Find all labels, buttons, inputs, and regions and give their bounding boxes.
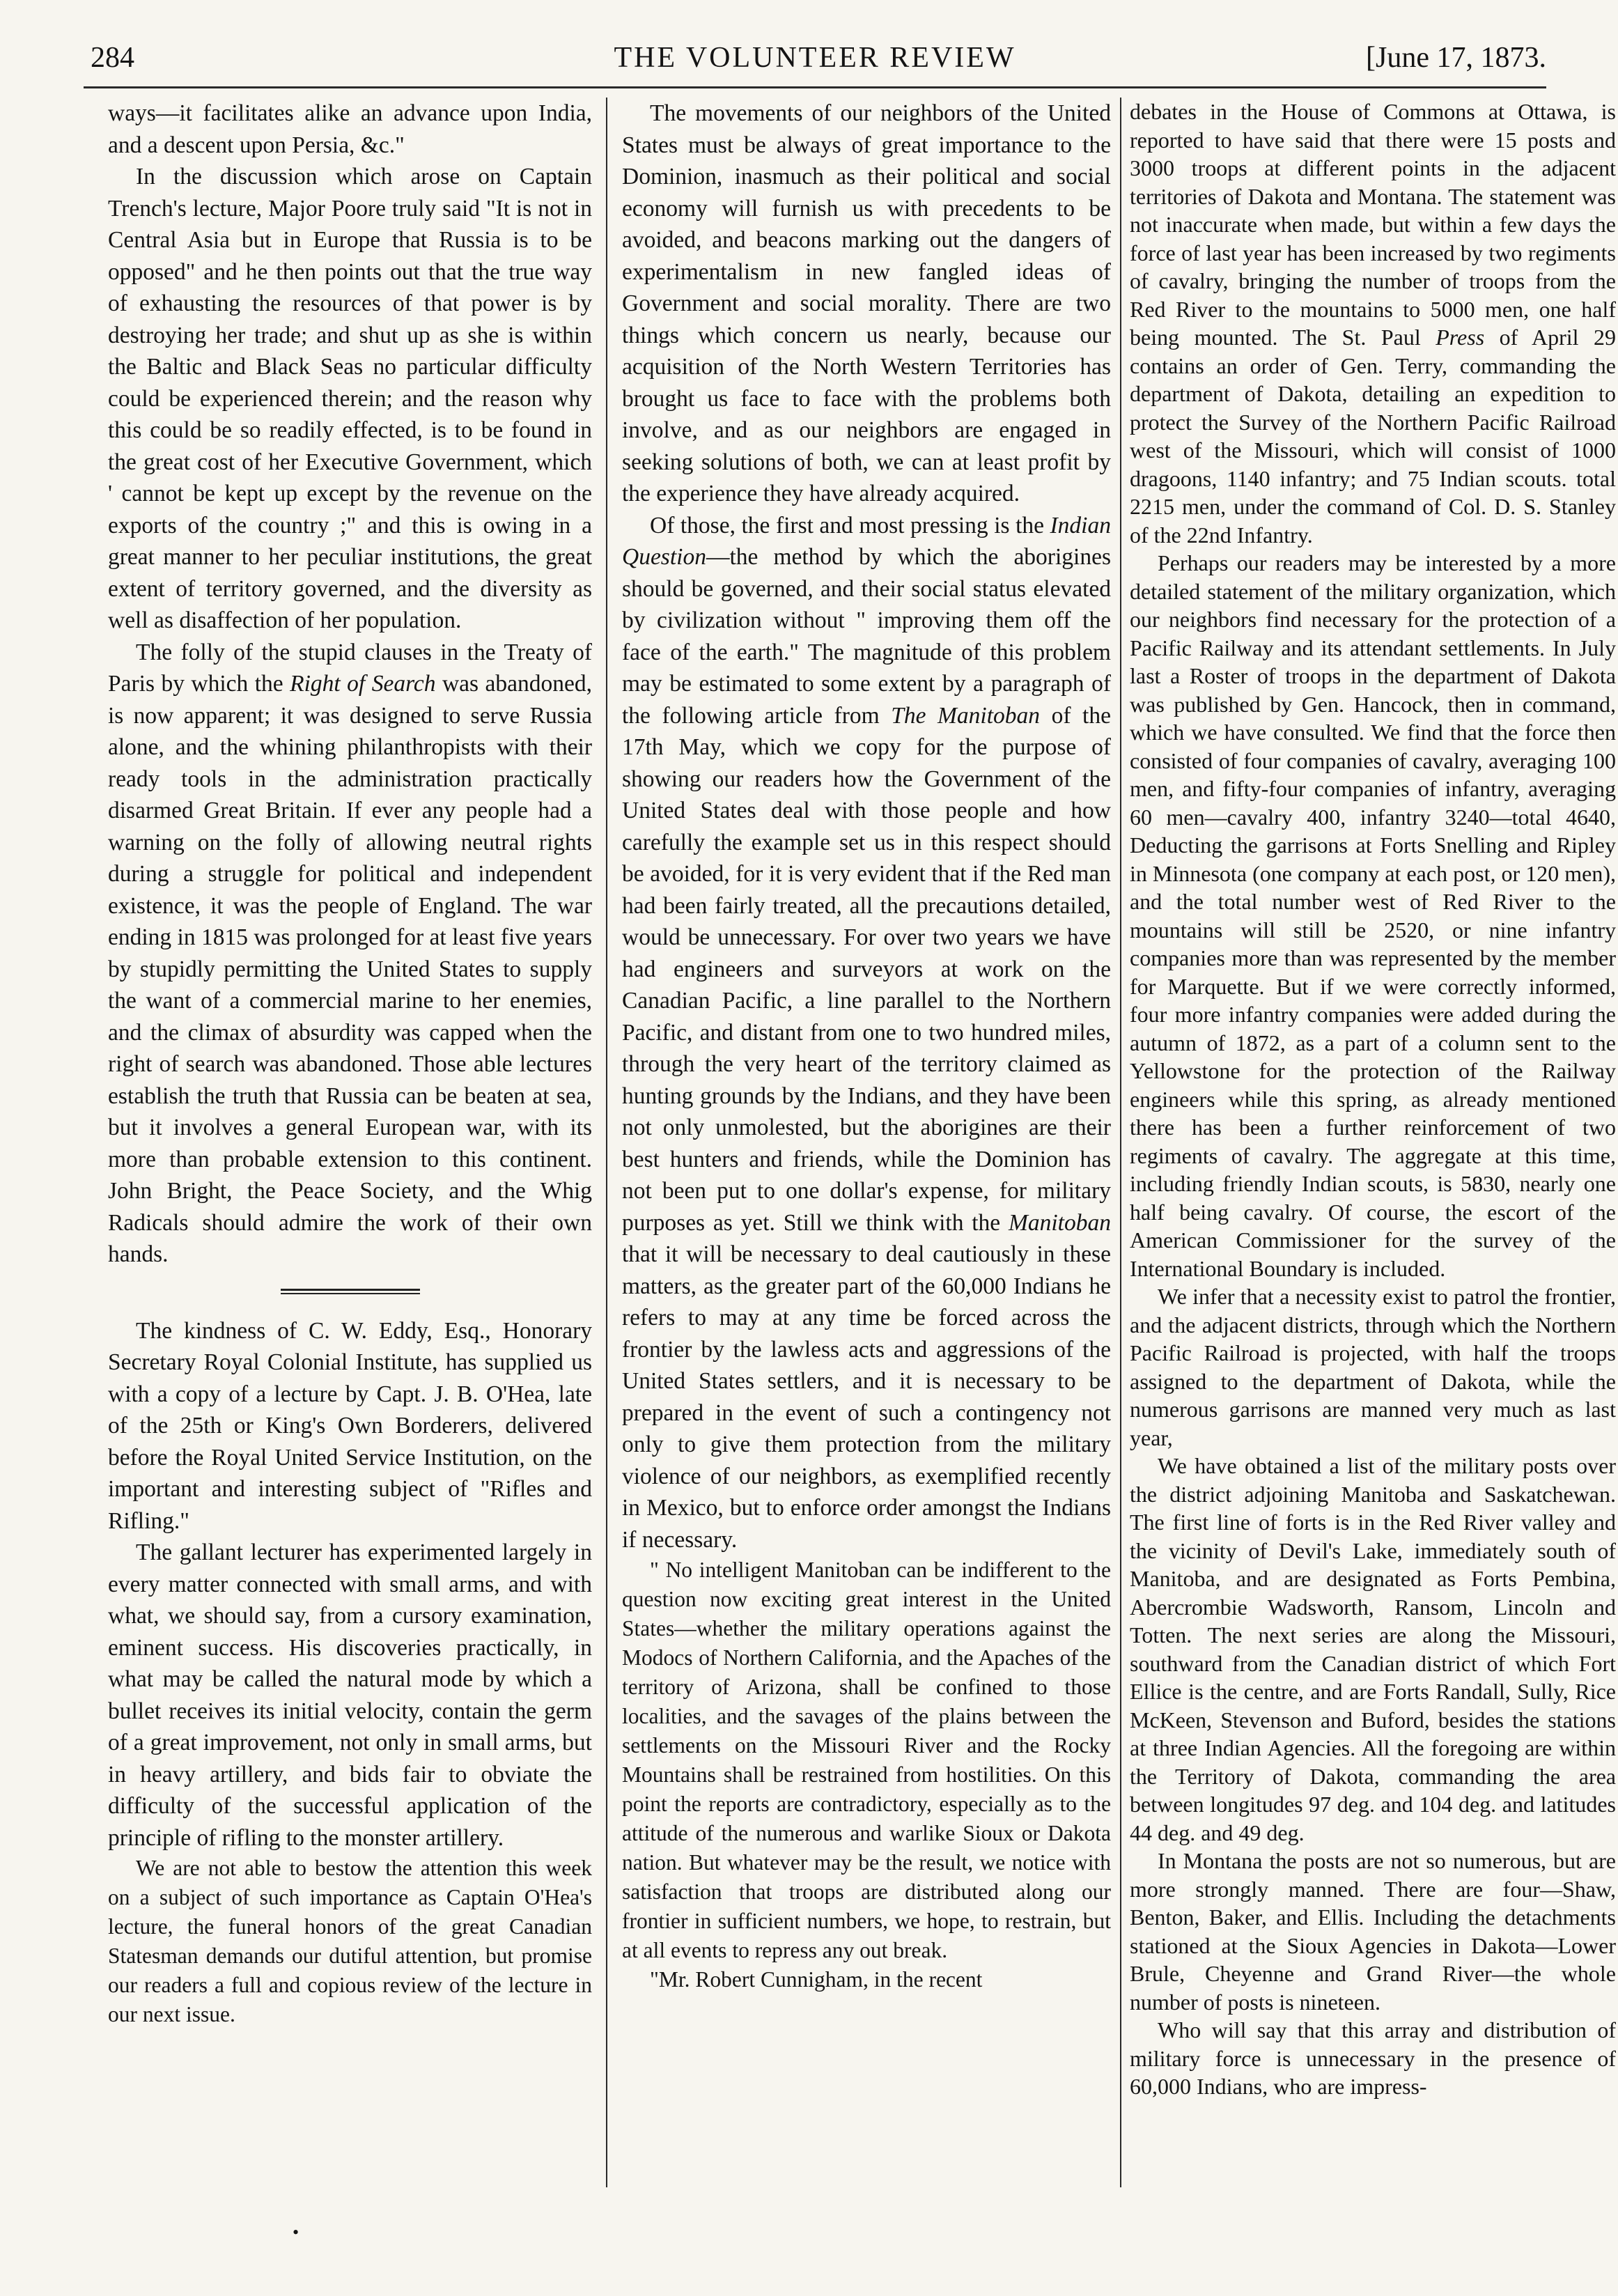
publication-title: THE VOLUNTEER REVIEW bbox=[614, 42, 1016, 74]
col2-paragraph: Of those, the first and most pressing is the Indian Question—the method by which the aborigines should be governed, and their social status elevated by civilization without " improving them off the face of the earth." The magnitude of this problem may be estimated to some extent by a paragraph of the following article from The Manitoban of the 17th May, which we copy for the purpose of showing our readers how the Government of the United States deal with those people and how carefully the example set us in this respect should be avoided, for it is very evident that if the Red man had been fairly treated, all the precautions detailed, would be unnecessary. For over two years we have had engineers and surveyors at work on the Canadian Pacific, a line parallel to the Northern Pacific, and distant from one to two hundred miles, through the very heart of the territory claimed as hunting grounds by the Indians, and they have been not only unmolested, but the aborigines are their best hunters and friends, while the Dominion has not been put to one dollar's expense, for military purposes as yet. Still we think with the Manitoban that it will be necessary to deal cautiously in these matters, as the greater part of the 60,000 Indians he refers to may at any time be forced across the frontier by the lawless acts and aggressions of the United States settlers, and it is necessary to be prepared in the event of such a contingency not only to give them protection from the military violence of our neighbors, as exemplified recently in Mexico, but to enforce order amongst the Indians if necessary. bbox=[622, 512, 1111, 1553]
column-rule-2 bbox=[1120, 98, 1121, 2187]
col3-paragraph: Who will say that this array and distribution of military force is unnecessary in the presence of 60,000 Indians, who are impress- bbox=[1130, 2017, 1616, 2099]
column-1 bbox=[108, 98, 592, 2208]
col3-paragraph: We have obtained a list of the military posts over the district adjoining Manitoba and Saskatchewan. The first line of forts is in the Red River valley and the vicinity of Devil's Lake, immediately south of Manitoba, and are designated as Forts Pembina, Abercrombie Wadsworth, Ransom, Lincoln and Totten. The next series are along the Missouri, southward from the Canadian district of which Fort Ellice is the centre, and are Forts Randall, Sully, Rice McKeen, Stevenson and Buford, besides the stations at three Indian Agencies. All the foregoing are within the Territory of Dakota, commanding the area between longitudes 97 deg. and 104 deg. and latitudes 44 deg. and 49 deg. bbox=[1130, 1453, 1616, 1845]
italic-term: Indian Question bbox=[622, 512, 1111, 570]
page-header bbox=[84, 38, 1546, 82]
col2-quoted-paragraph: "Mr. Robert Cunnigham, in the recent bbox=[650, 1967, 983, 1992]
italic-term: Right of Search bbox=[290, 671, 436, 697]
col3-paragraph: Perhaps our readers may be interested by a more detailed statement of the military organization, which our neighbors find necessary for the protection of a Pacific Railway and its attendant settlements. In July last a Roster of troops in the department of Dakota was published by Gen. Hancock, then in command, which we have consulted. We find that the force then consisted of four companies of cavalry, averaging 100 men, and fifty-four companies of infantry, averaging 60 men—cavalry 400, infantry 3240—total 4640, Deducting the garrisons at Forts Snelling and Ripley in Minnesota (one company at each post, or 120 men), and the total number west of Red River to the mountains will still be 2520, or nine infantry companies more than was represented by the member for Marquette. But if we were correctly informed, four more infantry companies were added during the autumn of 1872, as a part of a column sent to the Yellowstone for the protection of the Railway engineers while this spring, as already mentioned there has been a further reinforcement of two regiments of cavalry. The aggregate at this time, including friendly Indian scouts, is 5830, nearly one half being cavalry. Of course, the escort of the American Commissioner for the survey of the International Boundary is included. bbox=[1130, 550, 1616, 1281]
col1-paragraph: ways—it facilitates alike an advance upon India, and a descent upon Persia, &c." bbox=[108, 100, 592, 158]
italic-term: The Manitoban bbox=[891, 702, 1041, 729]
column-3 bbox=[1130, 98, 1616, 2208]
col1-paragraph: In the discussion which arose on Captain Trench's lecture, Major Poore truly said "It is not in Central Asia but in Europe that Russia is to be opposed" and he then points out that the true way of exhausting the resources of that power is by destroying her trade; and shut up as she is within the Baltic and Black Seas no particular difficulty could be experienced therein; and the reason why this could be so readily effected, is to be found in the great cost of her Executive Government, which ' cannot be kept up except by the revenue on the exports of the country ;" and this is owing in a great manner to her peculiar institutions, the great extent of territory governed, and the diversity as well as disaffection of her population. bbox=[108, 164, 592, 633]
italic-term: Press bbox=[1436, 325, 1485, 350]
header-rule bbox=[84, 86, 1546, 88]
col1-paragraph: The gallant lecturer has experimented largely in every matter connected with small arms, and with what, we should say, from a cursory examination, eminent success. His discoveries practically, in what may be called the natural mode by which a bullet receives its initial velocity, contain the germ of a great improvement, not only in small arms, but in heavy artillery, and bids fair to obviate the difficulty of the successful application of the principle of rifling to the monster artillery. bbox=[108, 1539, 592, 1851]
page-number: 284 bbox=[91, 42, 134, 74]
italic-term: Manitoban bbox=[1008, 1209, 1111, 1236]
col2-quoted-paragraph: " No intelligent Manitoban can be indifferent to the question now exciting great interest in the United States—whether the military operations against the Modocs of Northern California, and the Apaches of the territory of Arizona, shall be confined to those localities, and the savages of the plains between the settlements on the Missouri River and the Rocky Mountains shall be restrained from hostilities. On this point the reports are contradictory, especially as to the attitude of the numerous and warlike Sioux or Dakota nation. But whatever may be the result, we notice with satisfaction that troops are distributed along our frontier in sufficient numbers, we hope, to restrain, but at all events to repress any out break. bbox=[622, 1558, 1111, 1962]
column-rule-1 bbox=[606, 98, 607, 2187]
col2-paragraph: The movements of our neighbors of the United States must be always of great importance to the Dominion, inasmuch as their political and social economy will furnish us with precedents to be avoided, and beacons marking out the dangers of experimentalism in new fangled ideas of Government and social morality. There are two things which concern us nearly, because our acquisition of the North Western Territories has brought us face to face with the problems both involve, and as our neighbors are engaged in seeking solutions of both, we can at least profit by the experience they have already acquired. bbox=[622, 100, 1111, 506]
col3-paragraph: We infer that a necessity exist to patrol the frontier, and the adjacent districts, through which the Northern Pacific Railroad is projected, with half the troops assigned to the department of Dakota, while the numerous garrisons are manned very much as last year, bbox=[1130, 1284, 1616, 1450]
col3-paragraph: debates in the House of Commons at Ottawa, is reported to have said that there were 15 posts and 3000 troops at different points in the adjacent territories of Dakota and Montana. The statement was not inaccurate when made, but within a few days the force of last year has been increased by two regiments of cavalry, bringing the number of troops from the Red River to the mountains to 5000 men, one half being mounted. The St. Paul Press of April 29 contains an order of Gen. Terry, commanding the department of Dakota, detailing an expedition to protect the Survey of the Northern Pacific Railroad west of the Missouri, which will consist of 1000 dragoons, 1140 infantry; and 75 Indian scouts. total 2215 men, under the command of Col. D. S. Stanley of the 22nd Infantry. bbox=[1130, 99, 1616, 548]
issue-date: [June 17, 1873. bbox=[1366, 42, 1546, 74]
col1-paragraph: The kindness of C. W. Eddy, Esq., Honorary Secretary Royal Colonial Institute, has supplied us with a copy of a lecture by Capt. J. B. O'Hea, late of the 25th or King's Own Borderers, delivered before the Royal United Service Institution, on the important and interesting subject of "Rifles and Rifling." bbox=[108, 1317, 592, 1534]
column-2 bbox=[622, 98, 1111, 2208]
col1-paragraph: We are not able to bestow the attention this week on a subject of such importance as Captain O'Hea's lecture, the funeral honors of the great Canadian Statesman demands our dutiful attention, but promise our readers a full and copious review of the lecture in our next issue. bbox=[108, 1856, 592, 2026]
col3-paragraph: In Montana the posts are not so numerous, but are more strongly manned. There are four—Shaw, Benton, Baker, and Ellis. Including the detachments stationed at the Sioux Agencies in Dakota—Lower Brule, Cheyenne and Grand River—the whole number of posts is nineteen. bbox=[1130, 1848, 1616, 2015]
stray-dot-mark: • bbox=[293, 2222, 300, 2242]
article-separator bbox=[281, 1289, 420, 1294]
col1-paragraph: The folly of the stupid clauses in the Treaty of Paris by which the Right of Search was abandoned, is now apparent; it was designed to serve Russia alone, and the whining philanthropists with their ready tools in the administration practically disarmed Great Britain. If ever any people had a warning on the folly of allowing neutral rights during a struggle for political and independent existence, it was the people of England. The war ending in 1815 was prolonged for at least five years by stupidly permitting the United States to supply the want of a commercial marine to her enemies, and the climax of absurdity was capped when the right of search was abandoned. Those able lectures establish the truth that Russia can be beaten at sea, but it involves a general European war, with its more than probable extension to this continent. John Bright, the Peace Society, and the Whig Radicals should admire the work of their own hands. bbox=[108, 639, 592, 1267]
